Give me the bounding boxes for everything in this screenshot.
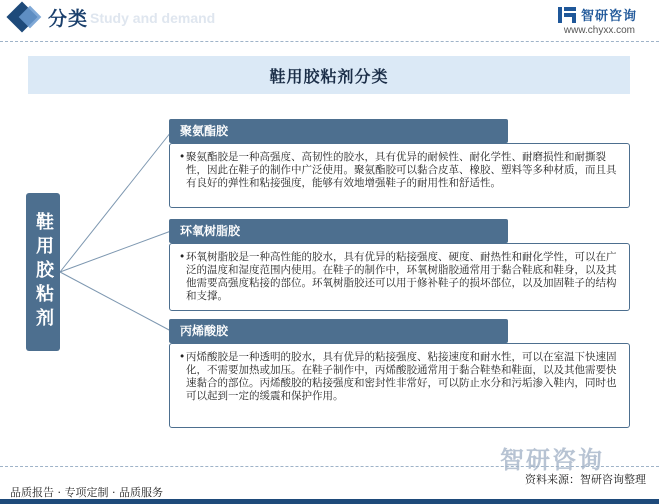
footer-divider <box>0 466 659 467</box>
root-node-label: 鞋用胶粘剂 <box>33 212 54 332</box>
footer-watermark: 智研咨询 <box>500 446 604 474</box>
branch-3-text: • 丙烯酸胶是一种透明的胶水，具有优异的粘接强度、粘接速度和耐水性，可以在室温下快速固化，不需要加热或加压。在鞋子制作中，丙烯酸胶通常用于黏合鞋垫和鞋面，以及其他需要快速黏合的部位。丙烯酸胶的粘接强度和密封性非常好，可以防止水分和污垢渗入鞋内，同时也可以起到一定的缓震和保护作用。 <box>186 351 618 403</box>
branch-1-header: 聚氨酯胶 <box>169 119 508 143</box>
branch-1-body <box>169 143 630 208</box>
branch-3-header: 丙烯酸胶 <box>169 319 508 343</box>
branch-3-body <box>169 343 630 428</box>
brand-name: 智研咨询 <box>580 9 637 24</box>
branch-2-text: • 环氧树脂胶是一种高性能的胶水，具有优异的粘接强度、硬度、耐热性和耐化学性，可以在广泛的温度和湿度范围内使用。在鞋子的制作中，环氧树脂胶通常用于黏合鞋底和鞋身，以及其他需要高强度粘接的部位。环氧树脂胶还可以用于修补鞋子的损坏部位，以及加固鞋子的结构和支撑。 <box>186 251 618 303</box>
root-node <box>26 193 60 351</box>
branch-1-text: • 聚氨酯胶是一种高强度、高韧性的胶水，具有优异的耐候性、耐化学性、耐磨损性和耐撕裂性，因此在鞋子的制作中广泛使用。聚氨酯胶可以黏合皮革、橡胶、塑料等多种材质，而且具有良好的弹性和粘接强度，能够有效地增强鞋子的耐用性和舒适性。 <box>186 151 618 190</box>
branch-2-body <box>169 243 630 311</box>
brand-url: www.chyxx.com <box>563 25 635 36</box>
diagram-title: 鞋用胶粘剂分类 <box>269 66 389 86</box>
footer-bar <box>0 499 659 504</box>
section-title: 分类 <box>48 8 89 30</box>
branch-2-header: 环氧树脂胶 <box>169 219 508 243</box>
connector-branch-3 <box>60 272 171 331</box>
source-note: 资料来源：智研咨询整理 <box>525 473 646 486</box>
header-watermark: Study and demand <box>90 10 216 26</box>
footer-tagline: 品质报告 · 专项定制 · 品质服务 <box>10 486 163 499</box>
